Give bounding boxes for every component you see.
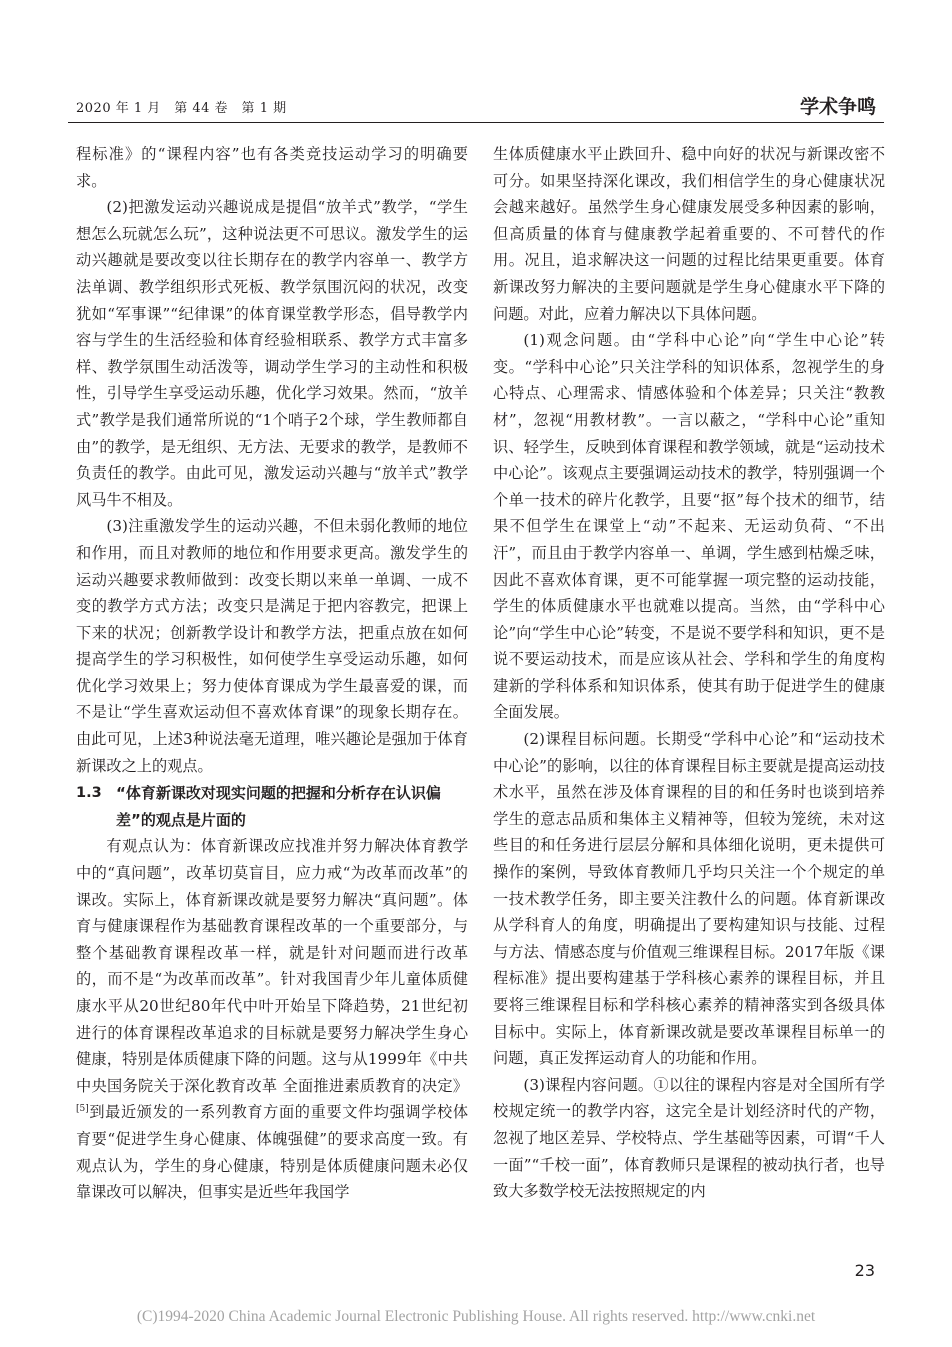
paragraph: (2)课程目标问题。长期受“学科中心论”和“运动技术中心论”的影响，以往的体育课程目标主要就是提高运动技术水平，虽然在涉及体育课程的目的和任务时也谈到培养学生的意志品质和集体主义精神等，但较为笼统，未对这些目的和任务进行层层分解和具体细化说明，更未提供可操作的案例，导致体育教师几乎均只关注一个个规定的单一技术教学任务，即主要关注教什么的问题。体育新课改从学科育人的角度，明确提出了要构建知识与技能、过程与方法、情感态度与价值观三维课程目标。2017年版《课程标准》提出要构建基于学科核心素养的课程目标，并且要将三维课程目标和学科核心素养的精神落实到各级具体目标中。实际上，体育新课改就是要改革课程目标单一的问题，真正发挥运动育人的功能和作用。	[493, 730, 885, 1068]
paragraph: (1)观念问题。由“学科中心论”向“学生中心论”转变。“学科中心论”只关注学科的知识体系，忽视学生的身心特点、心理需求、情感体验和个体差异；只关注“教教材”，忽视“用教材教”。一言以蔽之，“学科中心论”重知识、轻学生，反映到体育课程和教学领域，就是“运动技术中心论”。该观点主要强调运动技术的教学，特别强调一个个单一技术的碎片化教学，且要“抠”每个技术的细节，结果不但学生在课堂上“动”不起来、无运动负荷、“不出汗”，而且由于教学内容单一、单调，学生感到枯燥乏味，因此不喜欢体育课，更不可能掌握一项完整的运动技能，学生的体质健康水平也就难以提高。当然，由“学科中心论”向“学生中心论”转变，不是说不要学科和知识，更不是说不要运动技术，而是应该从社会、学科和学生的角度构建新的学科体系和知识体系，使其有助于促进学生的健康全面发展。	[493, 331, 885, 722]
paragraph-text: 到最近颁发的一系列教育方面的重要文件均强调学校体育要“促进学生身心健康、体魄强健”的要求高度一致。有观点认为，学生的身心健康，特别是体质健康问题未必仅靠课改可以解决，但事实是近些年我国学	[76, 1103, 468, 1202]
paragraph-text: 有观点认为：体育新课改应找准并努力解决体育教学中的“真问题”，改革切莫盲目，应力戒“为改革而改革”的课改。实际上，体育新课改就是要努力解决“真问题”。体育与健康课程作为基础教育课程改革的一个重要部分，与整个基础教育课程改革一样，就是针对问题而进行改革的，而不是“为改革而改革”。针对我国青少年儿童体质健康水平从20世纪80年代中叶开始呈下降趋势，21世纪初进行的体育课程改革追求的目标就是要努力解决学生身心健康，特别是体质健康下降的问题。这与从1999年《中共中央国务院关于深化教育改革 全面推进素质教育的决定》	[76, 837, 468, 1095]
header-divider	[68, 122, 884, 123]
citation-ref: [5]	[76, 1104, 89, 1115]
left-column	[76, 141, 468, 1206]
page-number: 23	[854, 1261, 875, 1280]
paragraph	[76, 833, 468, 1205]
right-column	[493, 141, 885, 1205]
paragraph: 程标准》的“课程内容”也有各类竞技运动学习的明确要求。	[76, 145, 468, 190]
journal-info: 2020 年 1 月 第 44 卷 第 1 期	[76, 101, 287, 116]
section-heading	[76, 780, 468, 833]
copyright-footer: (C)1994-2020 China Academic Journal Electronic Publishing House. All rights reserved. http://www.cnki.net	[136, 1308, 816, 1325]
section-number: 1.3	[76, 785, 102, 802]
column-name: 学术争鸣	[799, 96, 876, 118]
paragraph: (3)注重激发学生的运动兴趣，不但未弱化教师的地位和作用，而且对教师的地位和作用要求更高。激发学生的运动兴趣要求教师做到：改变长期以来单一单调、一成不变的教学方式方法；改变只是满足于把内容教完，把课上下来的状况；创新教学设计和教学方法，把重点放在如何提高学生的学习积极性，如何使学生享受运动乐趣，如何优化学习效果上；努力使体育课成为学生最喜爱的课，而不是让“学生喜欢运动但不喜欢体育课”的现象长期存在。由此可见，上述3种说法毫无道理，唯兴趣论是强加于体育新课改之上的观点。	[76, 517, 468, 775]
paragraph: (3)课程内容问题。①以往的课程内容是对全国所有学校规定统一的教学内容，这完全是计划经济时代的产物，忽视了地区差异、学校特点、学生基础等因素，可谓“千人一面”“千校一面”，体育教师只是课程的被动执行者，也导致大多数学校无法按照规定的内	[493, 1075, 885, 1201]
paragraph: 生体质健康水平止跌回升、稳中向好的状况与新课改密不可分。如果坚持深化课改，我们相信学生的身心健康状况会越来越好。虽然学生身心健康发展受多种因素的影响，但高质量的体育与健康教学起着重要的、不可替代的作用。况且，追求解决这一问题的过程比结果更重要。体育新课改努力解决的主要问题就是学生身心健康水平下降的问题。对此，应着力解决以下具体问题。	[493, 145, 885, 323]
section-title: “体育新课改对现实问题的把握和分析存在认识偏差”的观点是片面的	[116, 784, 441, 829]
paragraph: (2)把激发运动兴趣说成是提倡“放羊式”教学，“学生想怎么玩就怎么玩”，这种说法更不可思议。激发学生的运动兴趣就是要改变以往长期存在的教学内容单一、教学方法单调、教学组织形式死板、教学氛围沉闷的状况，改变犹如“军事课”“纪律课”的体育课堂教学形态，倡导教学内容与学生的生活经验和体育经验相联系、教学方式丰富多样、教学氛围生动活泼等，调动学生学习的主动性和积极性，引导学生享受运动乐趣，优化学习效果。然而，“放羊式”教学是我们通常所说的“1个哨子2个球，学生教师都自由”的教学，是无组织、无方法、无要求的教学，是教师不负责任的教学。由此可见，激发运动兴趣与“放羊式”教学风马牛不相及。	[76, 198, 468, 509]
